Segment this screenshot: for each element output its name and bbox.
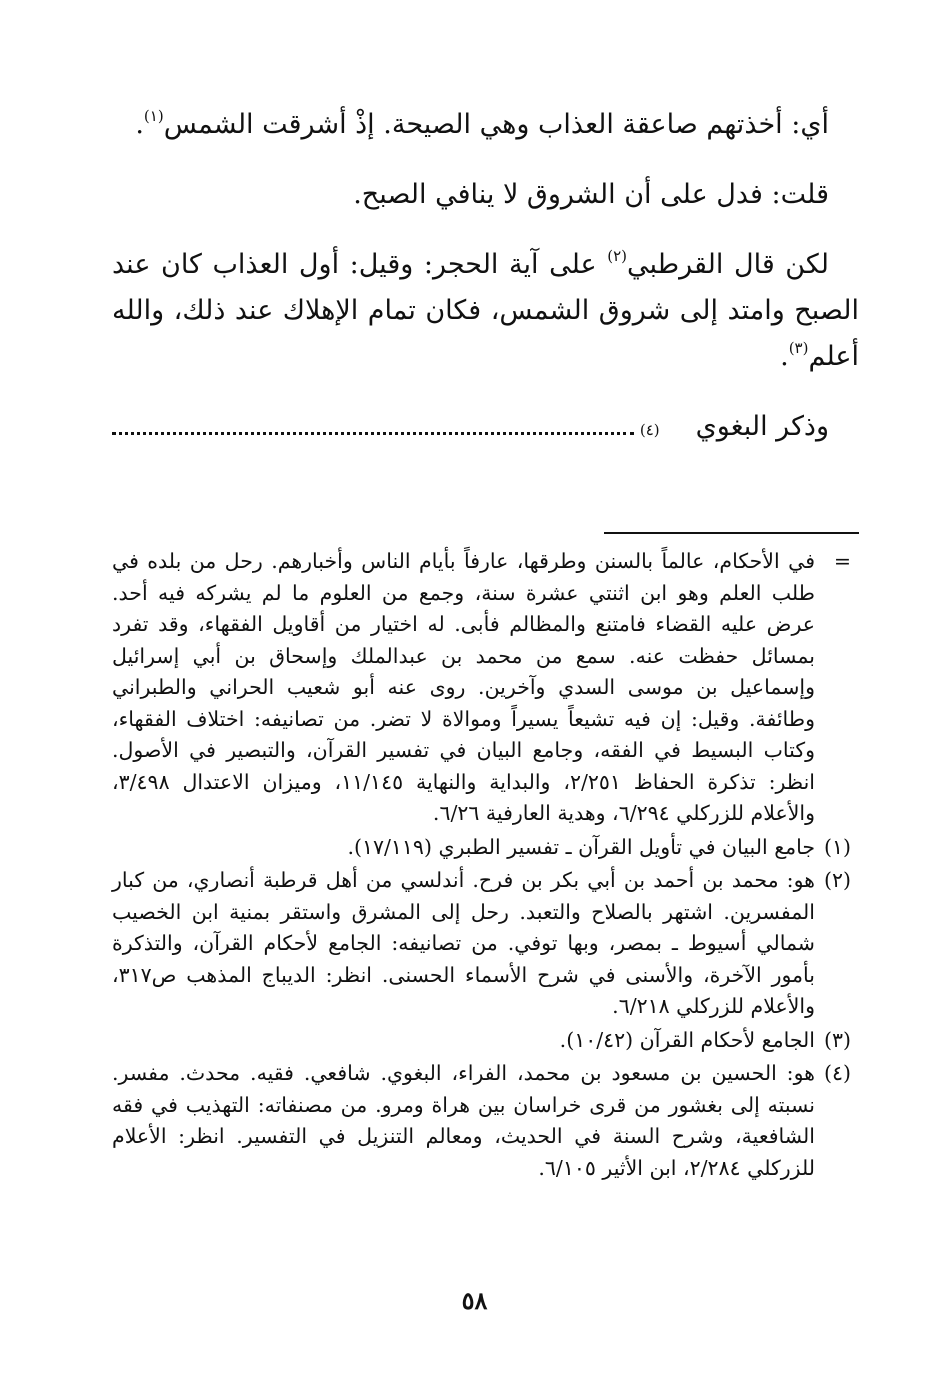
footnote-number: = xyxy=(833,549,851,573)
footnote-text: هو: الحسين بن مسعود بن محمد، الفراء، البغوي. شافعي. فقيه. محدث. مفسر. نسبته إلى بغشور من قرى خراسان بين هراة ومرو. من مصنفاته: التهذيب في فقه الشافعية، وشرح السنة في الحديث، ومعالم التنزيل في التفسير. انظر: الأعلام للزركلي ٢/٢٨٤، ابن الأثير ٦/١٠٥. xyxy=(112,1061,815,1180)
footnote-number: (٢) xyxy=(823,868,851,892)
footnote-ref-3[interactable]: (٣) xyxy=(788,339,809,357)
paragraph-4: وذكر البغوي (٤) xyxy=(112,404,859,450)
footnote-ref-1[interactable]: (١) xyxy=(143,107,164,125)
footnote-continued xyxy=(112,546,851,830)
paragraph-1: أي: أخذتهم صاعقة العذاب وهي الصيحة. إذْ أشرقت الشمس$^{(١)}$. xyxy=(135,107,829,140)
footnote-2 xyxy=(112,865,851,1023)
footnote-separator xyxy=(604,532,859,534)
footnote-text: جامع البيان في تأويل القرآن ـ تفسير الطبري (١٧/١١٩). xyxy=(347,834,815,859)
page-number: ٥٨ xyxy=(461,1286,488,1315)
footnote-3 xyxy=(112,1025,851,1057)
footnote-4 xyxy=(112,1058,851,1184)
footnote-text: هو: محمد بن أحمد بن أبي بكر بن فرح. أندلسي من أهل قرطبة أنصاري، من كبار المفسرين. اشتهر بالصلاح والتعبد. رحل إلى المشرق واستقر بمنية ابن الخصيب شمالي أسيوط ـ بمصر، وبها توفي. من تصانيفه: الجامع لأحكام القرآن، والتذكرة بأمور الآخرة، والأسنى في شرح الأسماء الحسنى. انظر: الديباج المذهب ص٣١٧، والأعلام للزركلي ٦/٢١٨. xyxy=(112,868,815,1018)
footnote-number: (٤) xyxy=(823,1061,851,1085)
footnote-number: (٣) xyxy=(823,1027,851,1052)
footnote-1 xyxy=(112,832,851,864)
footnote-ref-2[interactable]: (٢) xyxy=(607,247,627,265)
main-text xyxy=(112,102,859,474)
footnotes xyxy=(112,546,851,1186)
footnote-text: الجامع لأحكام القرآن (١٠/٤٢). xyxy=(559,1027,815,1052)
footnote-number: (١) xyxy=(823,834,851,859)
ellipsis-dots xyxy=(112,432,634,435)
paragraph-2: قلت: فدل على أن الشروق لا ينافي الصبح. xyxy=(353,179,829,210)
paragraph-3: لكن قال القرطبي$^{(٢)}$ على آية الحجر: وقيل: أول العذاب كان عند الصبح وامتد إلى شروق الشمس، فكان تمام الإهلاك عند ذلك، والله أعلم$^{(٣)}$. xyxy=(112,247,859,372)
footnote-text: في الأحكام، عالماً بالسنن وطرقها، عارفاً بأيام الناس وأخبارهم. رحل من بلده في طلب العلم وهو ابن اثنتي عشرة سنة، وجمع من العلوم ما لم يشركه فيه أحد. عرض عليه القضاء فامتنع والمظالم فأبى. له اختيار من أقاويل الفقهاء، وقد تفرد بمسائل حفظت عنه. سمع من محمد بن عبدالملك وإسحاق بن أبي إسرائيل وإسماعيل بن موسى السدي وآخرين. روى عنه أبو شعيب الحراني والطبراني وطائفة. وقيل: إن فيه تشيعاً يسيراً وموالاة لا تضر. من تصانيفه: اختلاف الفقهاء، وكتاب البسيط في الفقه، وجامع البيان في تفسير القرآن، والتبصير في الأصول. انظر: تذكرة الحفاظ ٢/٢٥١، والبداية والنهاية ١١/١٤٥، وميزان الاعتدال ٣/٤٩٨، والأعلام للزركلي ٦/٢٩٤، وهدية العارفية ٦/٢٦. xyxy=(112,549,816,825)
